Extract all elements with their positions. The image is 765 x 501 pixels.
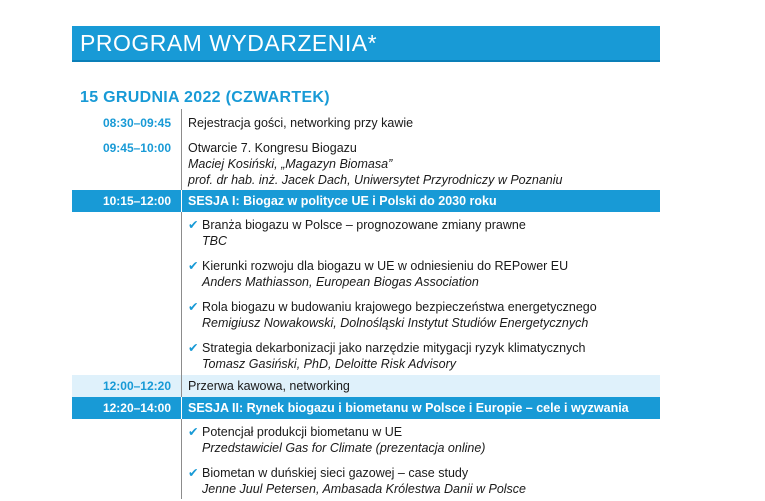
talk-title: Branża biogazu w Polsce – prognozowane zmiany prawne <box>202 218 526 232</box>
talk-title: Kierunki rozwoju dla biogazu w UE w odniesieniu do REPower EU <box>202 259 569 273</box>
talk-item <box>188 258 660 299</box>
check-icon: ✔ <box>188 341 199 355</box>
check-icon: ✔ <box>188 300 199 314</box>
row-time: 10:15–12:00 <box>72 190 182 212</box>
talk-title: Biometan w duńskiej sieci gazowej – case study <box>202 466 469 480</box>
check-icon: ✔ <box>188 259 199 273</box>
session-header <box>72 190 660 212</box>
talk-title: Potencjał produkcji biometanu w UE <box>202 425 403 439</box>
speaker: Maciej Kosiński, „Magazyn Biomasa” <box>188 157 393 171</box>
talk-item <box>188 217 660 258</box>
row-text: Przerwa kawowa, networking <box>188 379 350 393</box>
check-icon: ✔ <box>188 218 199 232</box>
talk-speaker: Anders Mathiasson, European Biogas Association <box>202 275 479 289</box>
talk-speaker: Remigiusz Nowakowski, Dolnośląski Instytut Studiów Energetycznych <box>202 316 589 330</box>
program-header-band <box>72 26 660 62</box>
talk-item <box>188 340 660 376</box>
session-talks <box>72 212 660 375</box>
session-title: SESJA I: Biogaz w polityce UE i Polski do 2030 roku <box>188 194 497 208</box>
row-time: 09:45–10:00 <box>72 135 182 190</box>
page-title: PROGRAM WYDARZENIA* <box>80 30 378 56</box>
row-time: 12:20–14:00 <box>72 397 182 419</box>
session-talks <box>72 419 660 499</box>
talk-title: Rola biogazu w budowaniu krajowego bezpieczeństwa energetycznego <box>202 300 597 314</box>
talk-speaker: TBC <box>202 234 227 248</box>
row-text: Otwarcie 7. Kongresu Biogazu <box>188 141 357 155</box>
check-icon: ✔ <box>188 425 199 439</box>
session-title: SESJA II: Rynek biogazu i biometanu w Polsce i Europie – cele i wyzwania <box>188 401 629 415</box>
row-text: Rejestracja gości, networking przy kawie <box>188 116 414 130</box>
check-icon: ✔ <box>188 466 199 480</box>
talk-speaker: Tomasz Gasiński, PhD, Deloitte Risk Advisory <box>202 357 457 371</box>
session-header <box>72 397 660 419</box>
talk-title: Strategia dekarbonizacji jako narzędzie mitygacji ryzyk klimatycznych <box>202 341 586 355</box>
talk-speaker: Przedstawiciel Gas for Climate (prezentacja online) <box>202 441 486 455</box>
day-heading: 15 GRUDNIA 2022 (CZWARTEK) <box>80 89 330 106</box>
speaker: prof. dr hab. inż. Jacek Dach, Uniwersytet Przyrodniczy w Poznaniu <box>188 173 563 187</box>
schedule-row-opening <box>72 135 660 190</box>
talk-item <box>188 424 660 465</box>
schedule-row-registration <box>72 109 660 135</box>
talk-item <box>188 299 660 340</box>
schedule-table <box>72 109 660 499</box>
talk-speaker: Jenne Juul Petersen, Ambasada Królestwa Danii w Polsce <box>202 482 527 496</box>
schedule-row-break <box>72 375 660 397</box>
row-time: 12:00–12:20 <box>72 375 182 397</box>
row-time: 08:30–09:45 <box>72 109 182 135</box>
